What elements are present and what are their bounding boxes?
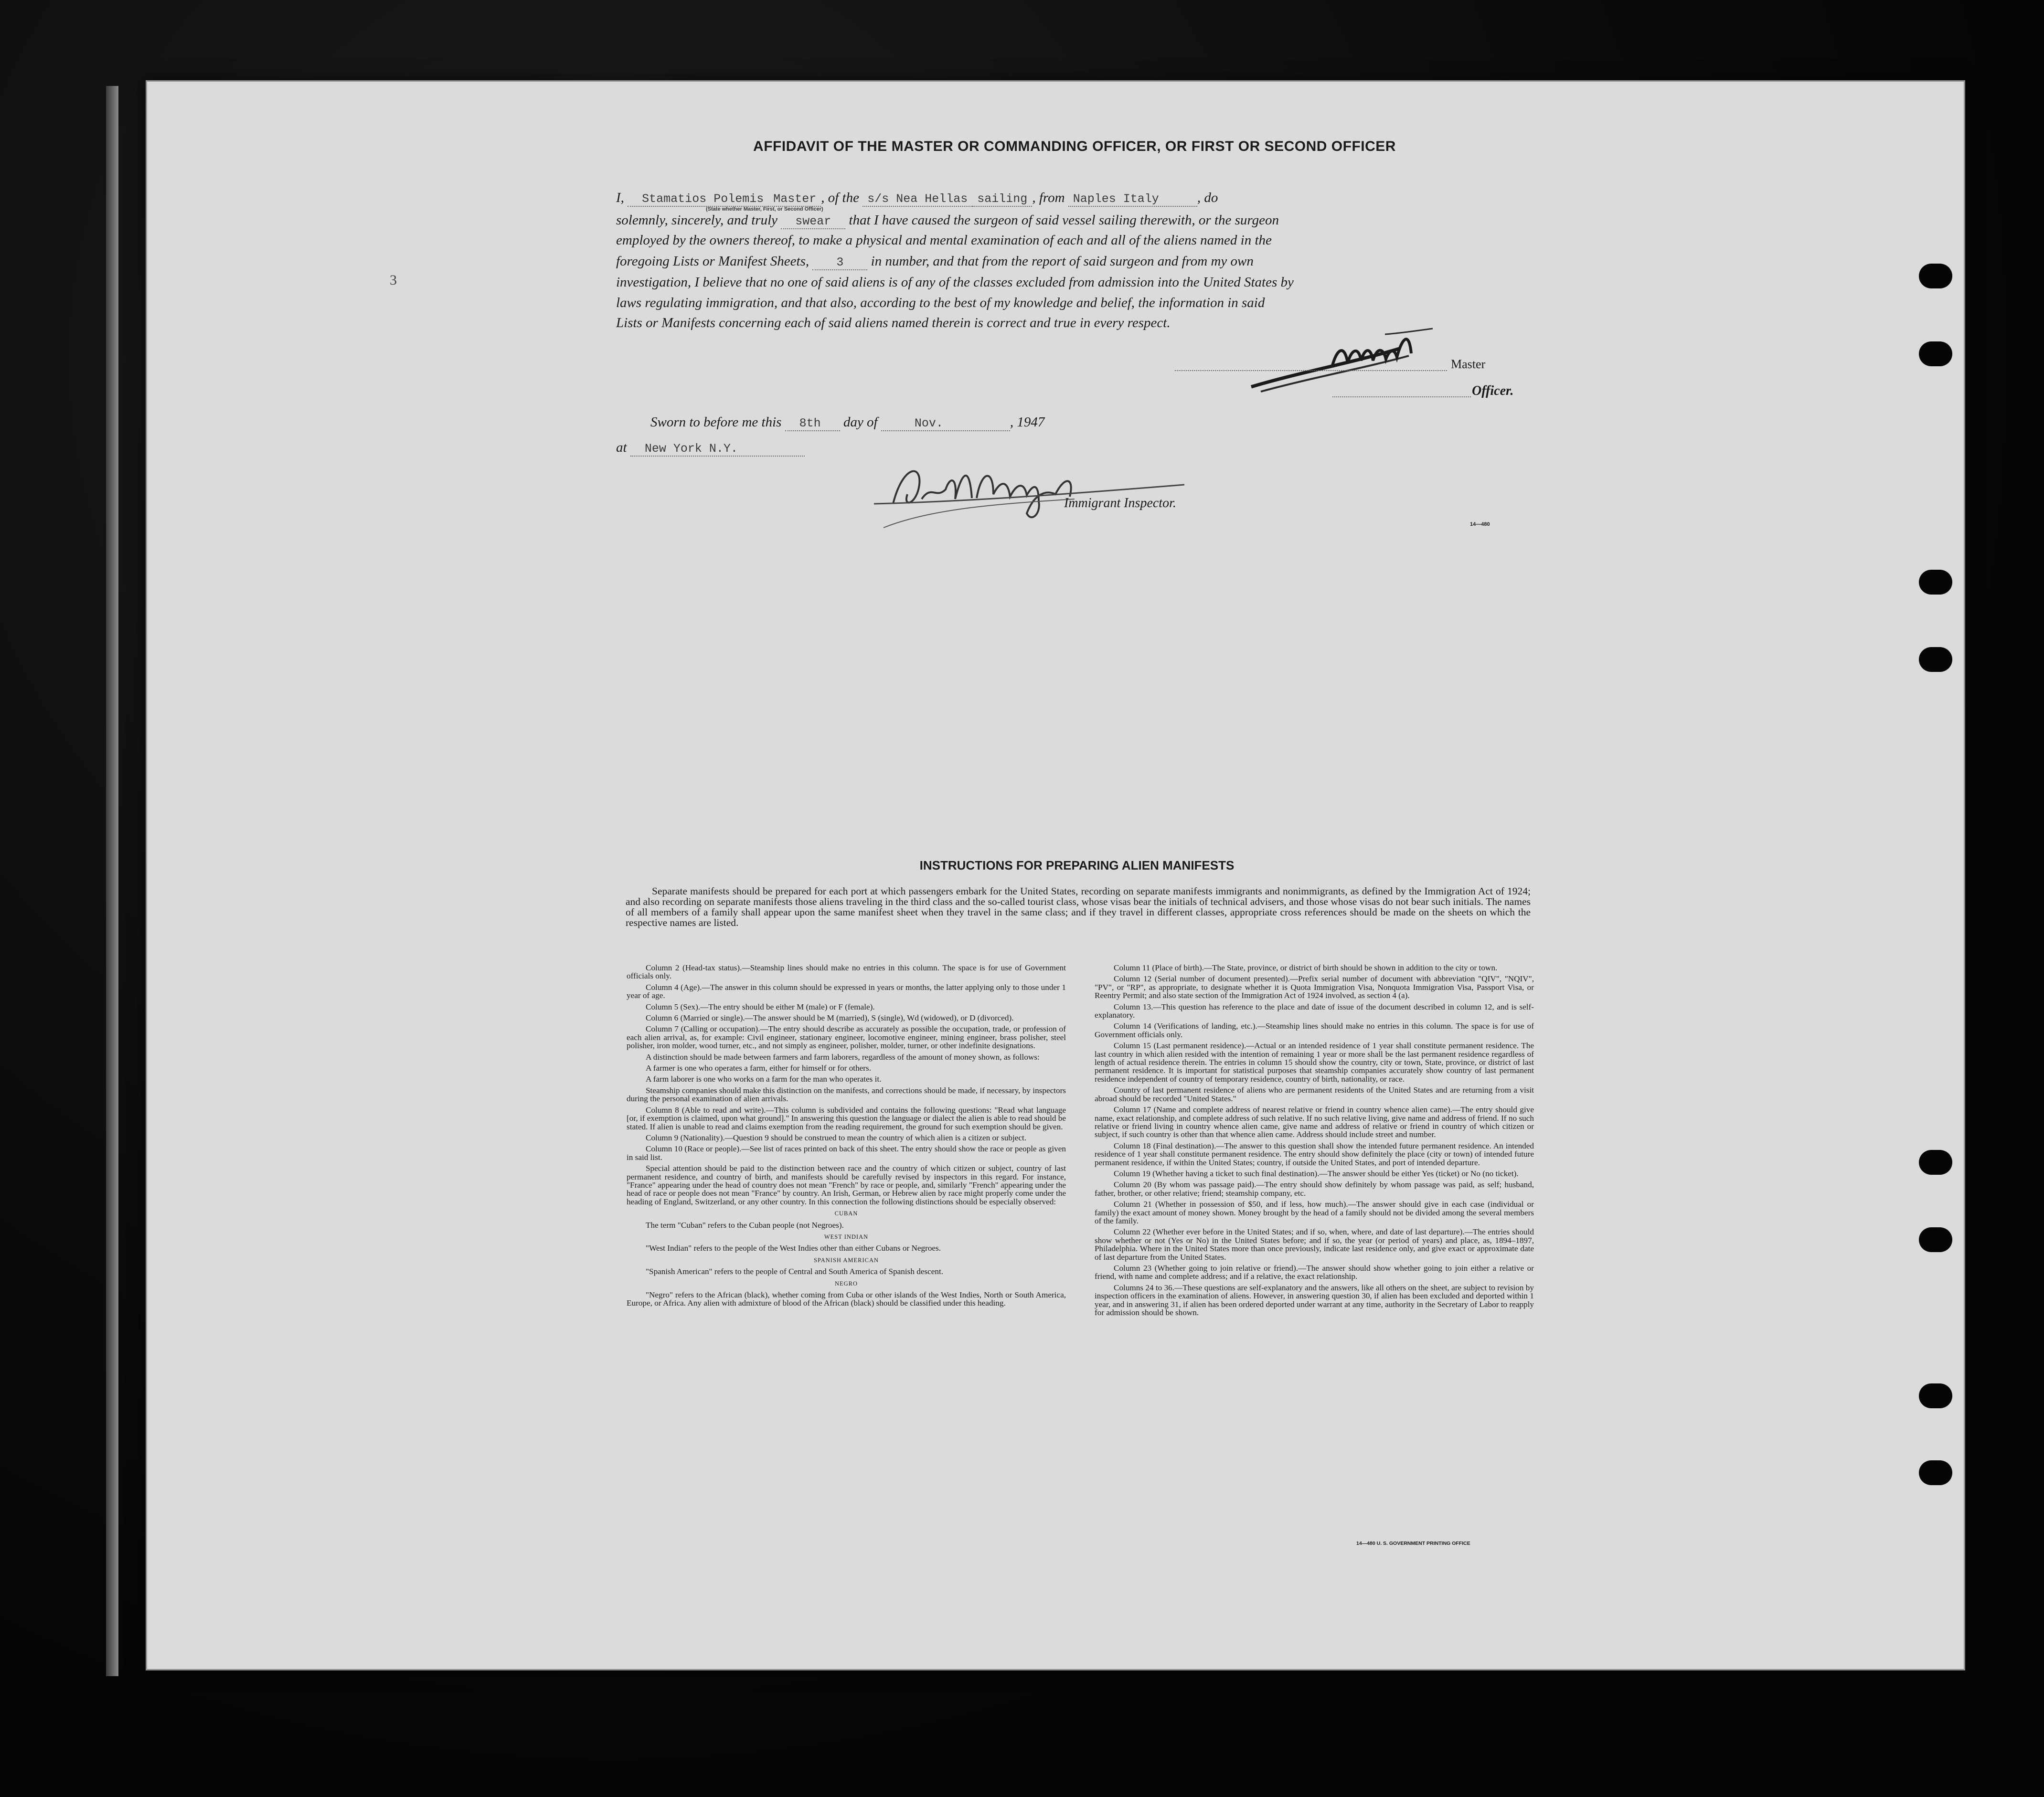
inspector-label: Immigrant Inspector.: [1064, 496, 1176, 510]
binder-hole: [1919, 1150, 1952, 1175]
instruction-paragraph: Column 19 (Whether having a ticket to such final destination).—The answer should be either Yes (ticket) or No (no ticket).: [1114, 1169, 1519, 1178]
text-in-number: in number, and that from the report of said surgeon and from my own: [871, 254, 1254, 269]
sheet-count-field: 3: [812, 255, 867, 270]
spanish-american-heading: SPANISH AMERICAN: [813, 1256, 879, 1264]
instruction-paragraph: Column 6 (Married or single).—The answer should be M (married), S (single), Wd (widowed), or D (divorced).: [646, 1013, 1014, 1023]
sworn-place-field: New York N.Y.: [630, 442, 805, 457]
cuban-definition: The term "Cuban" refers to the Cuban people (not Negroes).: [646, 1220, 844, 1230]
master-signature: [1242, 320, 1466, 401]
instruction-paragraph: Column 8 (Able to read and write).—This column is subdivided and contains the following questions: "Read what language [or, if exemption is claimed, upon what ground]." In answering this question the language or dialect the alien is able to read should be stated. If alien is unable to read and claims exemption from the reading requirement, the ground for such exemption should be given.: [627, 1105, 1066, 1131]
sworn-day-field: 8th: [785, 416, 840, 431]
officer-rank-field: Master: [768, 192, 821, 207]
instruction-paragraph: Column 22 (Whether ever before in the United States; and if so, when, where, and date of last departure).—The entries should show whether or not (Yes or No) in the United States before; and if so, the year (or period of years) and place, as, 1894–1897, Philadelphia. Where in the United States more than once previously, indicate last residence only, and give exact or approximate date of last departure from the United States.: [1095, 1227, 1534, 1262]
binder-hole: [1919, 647, 1952, 672]
instructions-intro: Separate manifests should be prepared for each port at which passengers embark for the United States, recording on separate manifests immigrants and nonimmigrants, as defined by the Immigration Act of 1924; and also recording on separate manifests those aliens traveling in the third class and the so-called tourist class, whose visas bear the initials of technical advisers, and those whose visas do not bear such initials. The names of all members of a family shall appear upon the same manifest sheet when they travel in the same class; and if they travel in different classes, appropriate cross references should be made on the sheets on which the respective names are listed.: [626, 885, 1531, 928]
sworn-place-line: [616, 440, 1521, 456]
instruction-paragraph: Column 10 (Race or people).—See list of races printed on back of this sheet. The entry should show the race or people as given in said list.: [627, 1144, 1066, 1162]
west-indian-definition: "West Indian" refers to the people of the West Indies other than either Cubans or Negroes.: [646, 1244, 941, 1253]
sworn-year-field: 47: [1031, 415, 1045, 430]
binder-hole: [1919, 341, 1952, 366]
affidavit-heading: AFFIDAVIT OF THE MASTER OR COMMANDING OFFICER, OR FIRST OR SECOND OFFICER: [753, 138, 1396, 154]
instruction-paragraph: Special attention should be paid to the distinction between race and the country of which citizen or subject, country of last permanent residence, and country of birth, and manifests should be carefully revised by inspectors in this regard. For instance, "France" appearing under the head of country does not mean "French" by race or people, and, similarly "French" appearing under the head of race or people does not mean "France" by country. An Irish, German, or Hebrew alien by race might properly come under the heading of England, Switzerland, or any other country. In this connection the following distinctions should be especially observed:: [627, 1164, 1066, 1206]
affidavit-line-1: [616, 190, 1521, 206]
text-do: , do: [1197, 190, 1218, 205]
printer-line: 14—480 U. S. GOVERNMENT PRINTING OFFICE: [1356, 1541, 1470, 1546]
page-shadow-edge: [106, 86, 118, 1676]
text-of-the: , of the: [821, 190, 859, 205]
instruction-paragraph: A farmer is one who operates a farm, either for himself or for others.: [646, 1063, 872, 1073]
text-from: , from: [1032, 190, 1065, 205]
instruction-paragraph: A distinction should be made between farmers and farm laborers, regardless of the amount of money shown, as follows:: [646, 1052, 1040, 1062]
text-i: I,: [616, 190, 624, 205]
binder-hole: [1919, 1383, 1952, 1408]
affidavit-line-5: investigation, I believe that no one of said aliens is of any of the classes excluded from admission into the United States by: [616, 275, 1294, 290]
officer-signature-line: [1332, 396, 1471, 397]
binder-hole: [1919, 264, 1952, 288]
west-indian-heading: WEST INDIAN: [824, 1233, 869, 1240]
instruction-paragraph: Column 23 (Whether going to join relative or friend).—The answer should show whether going to join either a relative or friend, with name and complete address; and if a relative, the exact relationship.: [1095, 1264, 1534, 1281]
instruction-paragraph: Column 21 (Whether in possession of $50, and if less, how much).—The answer should give in each case (individual or family) the exact amount of money shown. Money brought by the head of a family should not be divided among the several members of the family.: [1095, 1200, 1534, 1225]
affidavit-line-3: employed by the owners thereof, to make a physical and mental examination of each and all of the aliens named in the: [616, 233, 1272, 248]
binder-hole: [1919, 1460, 1952, 1485]
instructions-left-column: [627, 964, 1066, 1310]
affidavit-line-2: [616, 213, 1521, 228]
instruction-paragraph: Country of last permanent residence of aliens who are permanent residents of the United States and are returning from a visit abroad should be recorded "United States.": [1095, 1085, 1534, 1103]
instruction-paragraph: Column 4 (Age).—The answer in this column should be expressed in years or months, the latter applying only to those under 1 year of age.: [627, 982, 1066, 1000]
instruction-paragraph: Column 7 (Calling or occupation).—The entry should describe as accurately as possible the occupation, trade, or profession of each alien arrival, as, for example: Civil engineer, stationary engineer, locomotive engineer, mining engineer, brass polisher, steel polisher, iron molder, wood turner, etc., and not simply as engineer, polisher, molder, turner, or other indefinite designations.: [627, 1024, 1066, 1051]
instruction-paragraph: Column 13.—This question has reference to the place and date of issue of the document described in column 12, and is self-explanatory.: [1095, 1002, 1534, 1020]
vessel-field: s/s Nea Hellas: [862, 192, 972, 207]
instructions-right-column: [1095, 964, 1534, 1319]
sworn-month-field: Nov.: [881, 416, 1010, 431]
text-caused-surgeon: that I have caused the surgeon of said vessel sailing therewith, or the surgeon: [849, 213, 1279, 228]
affidavit-line-7: Lists or Manifests concerning each of said aliens named therein is correct and true in every respect.: [616, 315, 1171, 330]
instruction-paragraph: Column 11 (Place of birth).—The State, province, or district of birth should be shown in addition to the city or town.: [1114, 963, 1498, 972]
negro-heading: NEGRO: [834, 1280, 858, 1287]
instruction-paragraph: Column 15 (Last permanent residence).—Actual or an intended residence of 1 year shall constitute permanent residence. The last country in which alien resided with the intention of remaining 1 year or more shall be the last permanent residence regardless of length of actual residence therein. The entries in column 15 should show the country, city or town, State, province, or district of last permanent residence. It is important for statistical purposes that steamship companies accurately show country of last permanent residence independent of country of temporary residence, country of birth, nationality, or race.: [1095, 1041, 1534, 1084]
text-nineteen: , 19: [1010, 415, 1031, 430]
instruction-paragraph: Column 2 (Head-tax status).—Steamship lines should make no entries in this column. The space is for use of Government officials only.: [627, 963, 1066, 981]
departure-port-field: Naples Italy: [1068, 192, 1197, 207]
instruction-paragraph: A farm laborer is one who works on a farm for the man who operates it.: [646, 1074, 882, 1084]
instruction-paragraph: Column 9 (Nationality).—Question 9 should be construed to mean the country of which alien is a citizen or subject.: [646, 1133, 1027, 1142]
affidavit-line-4: [616, 254, 1521, 269]
instruction-paragraph: Columns 24 to 36.—These questions are self-explanatory and the answers, like all others on the sheet, are subject to revision by inspection officers in the examination of aliens. However, in answering question 30, if alien has been excluded and deported within 1 year, and in answering 31, if alien has been ordered deported under warrant at any time, authority in the Secretary of Labor to reapply for admission should be shown.: [1095, 1283, 1534, 1318]
sailing-word: sailing: [972, 192, 1032, 207]
text-sworn: Sworn to before me this: [650, 415, 782, 430]
instruction-paragraph: Column 5 (Sex).—The entry should be either M (male) or F (female).: [646, 1002, 875, 1011]
officer-name-field: Stamatios Polemis: [628, 192, 768, 207]
affidavit-line-6: laws regulating immigration, and that also, according to the best of my knowledge and belief, the information in said: [616, 295, 1265, 310]
instruction-paragraph: Column 17 (Name and complete address of nearest relative or friend in country whence alien came).—The entry should give name, exact relationship, and complete address of such relative. If no such relative living, give name and address of friend. If no such relative or friend living in country whence alien came, give name and address of relative or friend in country of which citizen or subject, if such country is other than that whence alien came. Address should include street and number.: [1095, 1105, 1534, 1139]
cuban-heading: CUBAN: [834, 1210, 858, 1217]
master-label: Master: [1451, 357, 1486, 371]
binder-hole: [1919, 1227, 1952, 1252]
rank-caption: (State whether Master, First, or Second Officer): [706, 206, 823, 212]
spanish-american-definition: "Spanish American" refers to the people of Central and South America of Spanish descent.: [646, 1267, 944, 1276]
instruction-paragraph: Column 14 (Verifications of landing, etc.).—Steamship lines should make no entries in this column. The space is for use of Government officials only.: [1095, 1021, 1534, 1039]
instruction-paragraph: Column 18 (Final destination).—The answer to this question shall show the intended future permanent residence. An intended residence of 1 year shall constitute permanent residence. The entry should show definitely the place (city or town) of intended future permanent residence, if within the United States; country, if outside the United States, and port of intended departure.: [1095, 1141, 1534, 1167]
instruction-paragraph: Steamship companies should make this distinction on the manifests, and corrections should be made, if necessary, by inspectors during the personal examination of alien arrivals.: [627, 1085, 1066, 1104]
instruction-paragraph: Column 20 (By whom was passage paid).—The entry should show definitely by whom passage was paid, as self; husband, father, brother, or other relative; friend; steamship company, etc.: [1095, 1180, 1534, 1198]
form-number: 14—480: [1470, 521, 1490, 527]
oath-field: swear: [781, 214, 845, 229]
text-solemnly: solemnly, sincerely, and truly: [616, 213, 778, 228]
instruction-paragraph: Column 12 (Serial number of document presented).—Prefix serial number of document with abbreviation "QIV", "NQIV", "PV", or "RP", as appropriate, to designate whether it is Quota Immigration Visa, Nonquota Immigration Visa, Passport Visa, or Reentry Permit; and also state section of the Immigration Act of 1924 involved, as section 4 (a).: [1095, 974, 1534, 1000]
negro-definition: "Negro" refers to the African (black), whether coming from Cuba or other islands of the West Indies, North or South America, Europe, or Africa. Any alien with admixture of blood of the African (black) should be classified under this heading.: [627, 1290, 1066, 1308]
text-foregoing-lists: foregoing Lists or Manifest Sheets,: [616, 254, 809, 269]
text-at: at: [616, 440, 627, 455]
instructions-title: INSTRUCTIONS FOR PREPARING ALIEN MANIFESTS: [919, 858, 1235, 872]
text-day-of: day of: [843, 415, 878, 430]
sworn-line: [650, 415, 1555, 430]
master-signature-line: [1175, 370, 1447, 371]
binder-hole: [1919, 570, 1952, 595]
officer-label: Officer.: [1472, 383, 1514, 398]
margin-sheet-number: 3: [390, 272, 397, 288]
